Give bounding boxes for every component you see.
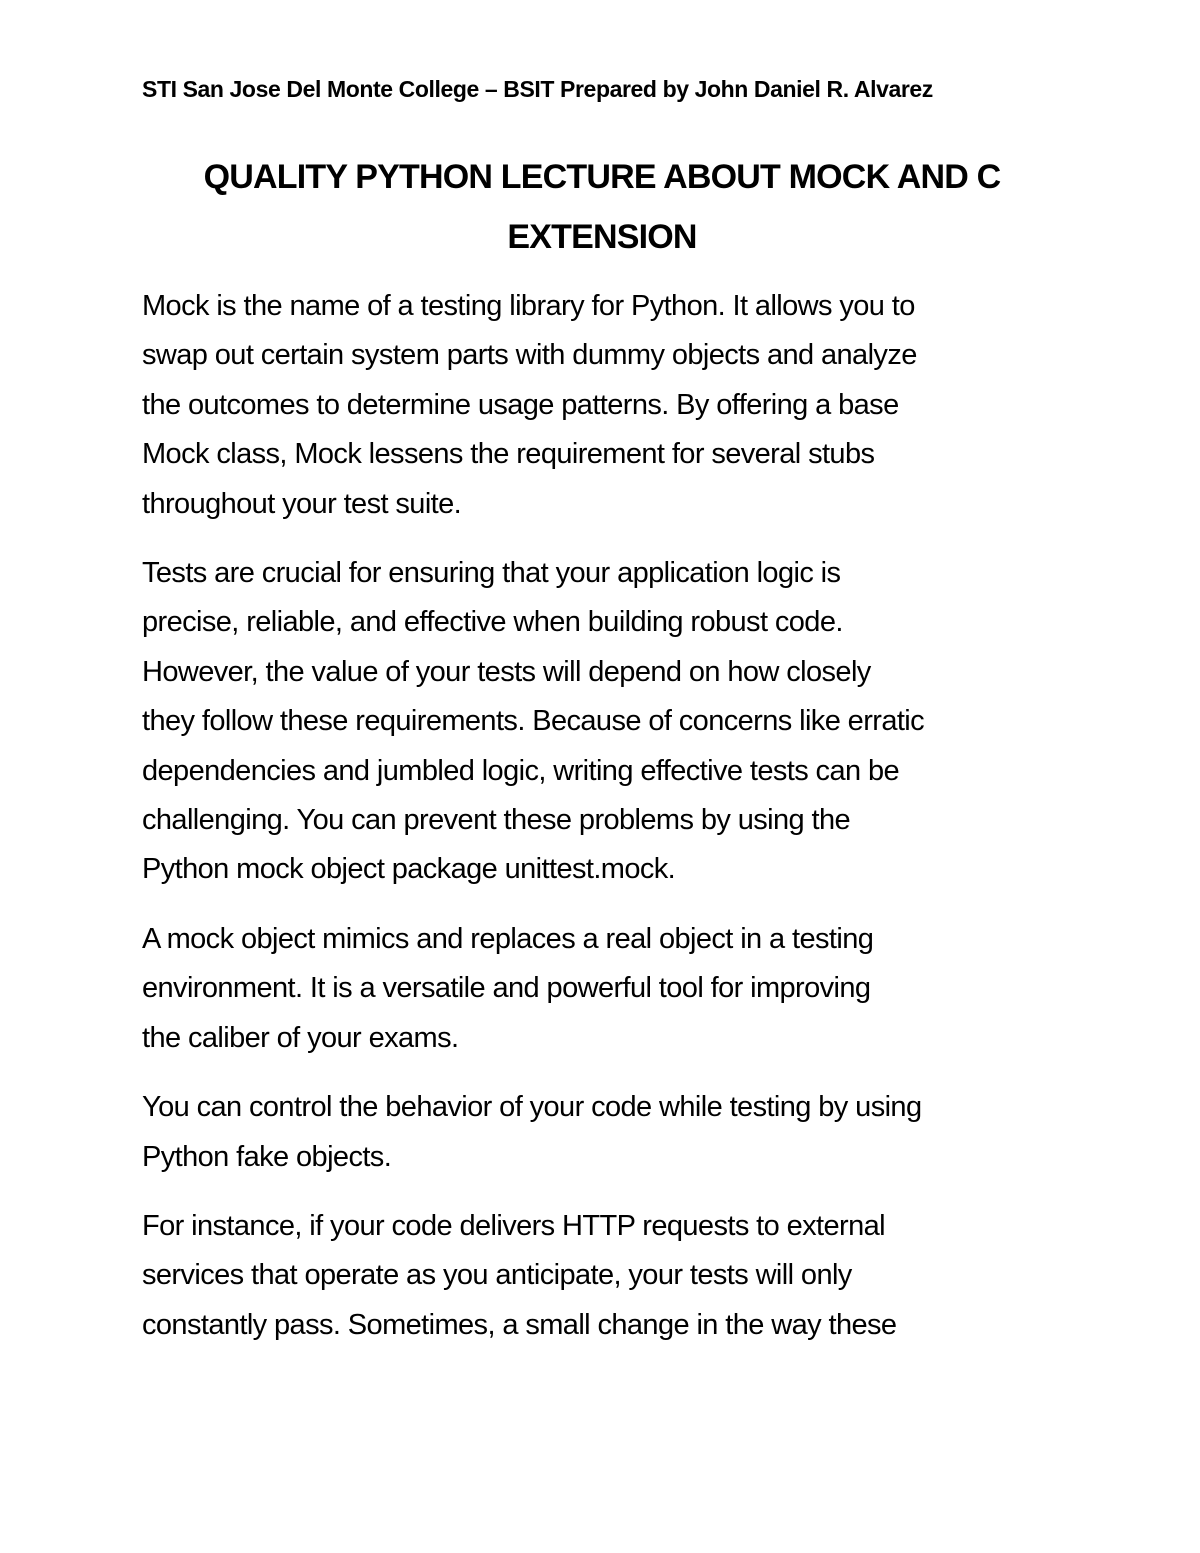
text-line: precise, reliable, and effective when building robust code.	[142, 606, 843, 639]
text-line: Python mock object package unittest.mock.	[142, 853, 676, 886]
text-line: the caliber of your exams.	[142, 1021, 459, 1054]
text-line: Mock class, Mock lessens the requirement for several stubs	[142, 438, 875, 471]
text-line: challenging. You can prevent these problems by using the	[142, 804, 851, 837]
paragraph-1	[142, 282, 1072, 529]
text-line: You can control the behavior of your code while testing by using	[142, 1091, 922, 1124]
text-line: Tests are crucial for ensuring that your application logic is	[142, 557, 841, 590]
paragraph-5	[142, 1202, 1072, 1350]
text-line: environment. It is a versatile and powerful tool for improving	[142, 972, 871, 1005]
paragraph-4	[142, 1083, 1072, 1182]
text-line: throughout your test suite.	[142, 487, 462, 520]
text-line: A mock object mimics and replaces a real object in a testing	[142, 922, 874, 955]
document-header: STI San Jose Del Monte College – BSIT Prepared by John Daniel R. Alvarez	[142, 76, 933, 102]
text-line: dependencies and jumbled logic, writing effective tests can be	[142, 754, 900, 787]
paragraph-2	[142, 549, 1072, 895]
text-line: services that operate as you anticipate, your tests will only	[142, 1259, 852, 1292]
text-line: the outcomes to determine usage patterns. By offering a base	[142, 388, 899, 421]
document-body	[142, 282, 1072, 1370]
text-line: swap out certain system parts with dummy objects and analyze	[142, 339, 917, 372]
text-line: they follow these requirements. Because of concerns like erratic	[142, 705, 925, 738]
text-line: For instance, if your code delivers HTTP requests to external	[142, 1209, 885, 1242]
text-line: constantly pass. Sometimes, a small change in the way these	[142, 1308, 897, 1341]
text-line: However, the value of your tests will depend on how closely	[142, 655, 871, 688]
title-line-2: EXTENSION	[507, 218, 697, 256]
text-line: Mock is the name of a testing library for Python. It allows you to	[142, 290, 915, 322]
text-line: Python fake objects.	[142, 1140, 392, 1173]
title-line-1: QUALITY PYTHON LECTURE ABOUT MOCK AND C	[203, 158, 1001, 196]
paragraph-3	[142, 915, 1072, 1063]
document-title	[142, 147, 1062, 267]
